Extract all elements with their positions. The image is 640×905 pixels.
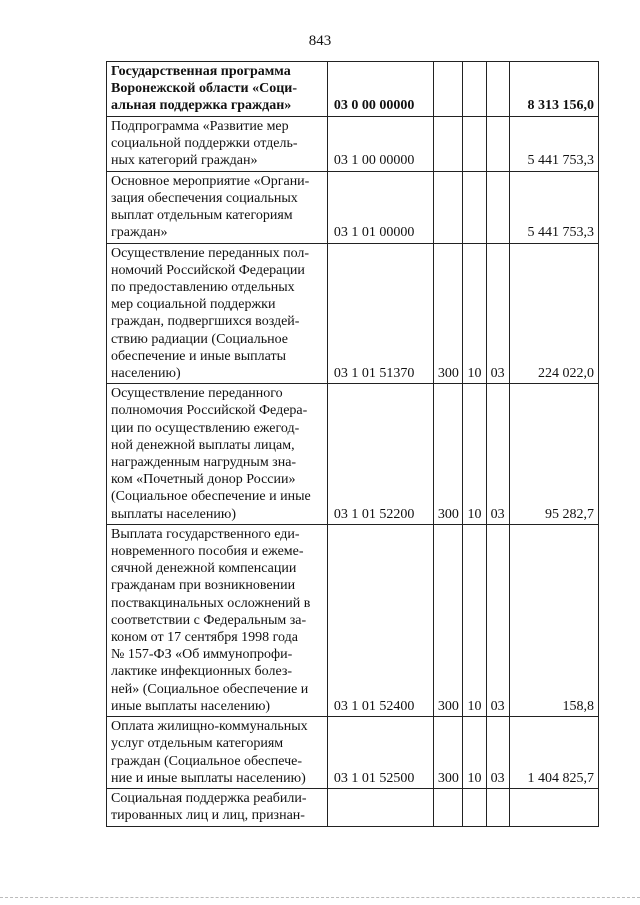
row-vr (434, 171, 463, 243)
row-sum: 158,8 (509, 524, 598, 716)
row-rz (463, 171, 486, 243)
table-row (107, 243, 599, 384)
row-rz (463, 116, 486, 171)
row-pr (486, 171, 509, 243)
row-sum: 224 022,0 (509, 243, 598, 384)
row-name: Выплата государственного еди- новременного пособия и ежеме- сячной денежной компенсации гражданам при возникновении поствакцинальных осложнений в соответствии с Федеральным за- коном от 17 сентября 1998 года № 157-ФЗ «Об иммунопрофи- лактике инфекционных болез- ней» (Социальное обеспечение и иные выплаты населению) (107, 524, 328, 716)
row-sum: 8 313 156,0 (509, 62, 598, 117)
budget-table (106, 61, 599, 827)
row-sum: 95 282,7 (509, 384, 598, 525)
page-number: 843 (308, 33, 332, 49)
row-vr: 300 (434, 717, 463, 789)
row-pr (486, 62, 509, 117)
row-pr: 03 (486, 384, 509, 525)
row-vr (434, 62, 463, 117)
row-pr (486, 116, 509, 171)
row-name: Осуществление переданных пол- номочий Российской Федерации по предоставлению отдельных мер социальной поддержки граждан, подвергшихся воздей- ствию радиации (Социальное обеспечение и иные выплаты населению) (107, 243, 328, 384)
row-pr: 03 (486, 524, 509, 716)
row-name: Осуществление переданного полномочия Российской Федера- ции по осуществлению ежегод- ной денежной выплаты лицам, награжденным нагрудным зна- ком «Почетный донор России» (Социальное обеспечение и иные выплаты населению) (107, 384, 328, 525)
row-pr: 03 (486, 243, 509, 384)
table-row (107, 384, 599, 525)
row-name: Социальная поддержка реабили- тированных лиц и лиц, признан- (107, 789, 328, 826)
table-row (107, 171, 599, 243)
row-code: 03 1 01 00000 (327, 171, 433, 243)
table-row (107, 524, 599, 716)
row-vr (434, 789, 463, 826)
row-code: 03 1 01 52500 (327, 717, 433, 789)
table-row (107, 62, 599, 117)
table-row (107, 116, 599, 171)
row-name: Государственная программа Воронежской области «Соци- альная поддержка граждан» (107, 62, 328, 117)
row-code: 03 1 01 52400 (327, 524, 433, 716)
row-code (327, 789, 433, 826)
row-rz (463, 62, 486, 117)
row-sum: 1 404 825,7 (509, 717, 598, 789)
row-vr: 300 (434, 384, 463, 525)
row-code: 03 1 01 52200 (327, 384, 433, 525)
row-pr (486, 789, 509, 826)
row-rz: 10 (463, 384, 486, 525)
row-vr: 300 (434, 243, 463, 384)
row-name: Основное мероприятие «Органи- зация обеспечения социальных выплат отдельным категориям граждан» (107, 171, 328, 243)
row-rz: 10 (463, 717, 486, 789)
row-sum: 5 441 753,3 (509, 171, 598, 243)
page-bottom-edge (0, 897, 640, 898)
row-name: Оплата жилищно-коммунальных услуг отдельным категориям граждан (Социальное обеспече- ние и иные выплаты населению) (107, 717, 328, 789)
row-pr: 03 (486, 717, 509, 789)
row-code: 03 1 00 00000 (327, 116, 433, 171)
row-code: 03 1 01 51370 (327, 243, 433, 384)
row-name: Подпрограмма «Развитие мер социальной поддержки отдель- ных категорий граждан» (107, 116, 328, 171)
row-rz: 10 (463, 524, 486, 716)
row-sum (509, 789, 598, 826)
table-row (107, 717, 599, 789)
row-rz (463, 789, 486, 826)
row-code: 03 0 00 00000 (327, 62, 433, 117)
row-sum: 5 441 753,3 (509, 116, 598, 171)
table-row (107, 789, 599, 826)
row-vr: 300 (434, 524, 463, 716)
row-rz: 10 (463, 243, 486, 384)
row-vr (434, 116, 463, 171)
